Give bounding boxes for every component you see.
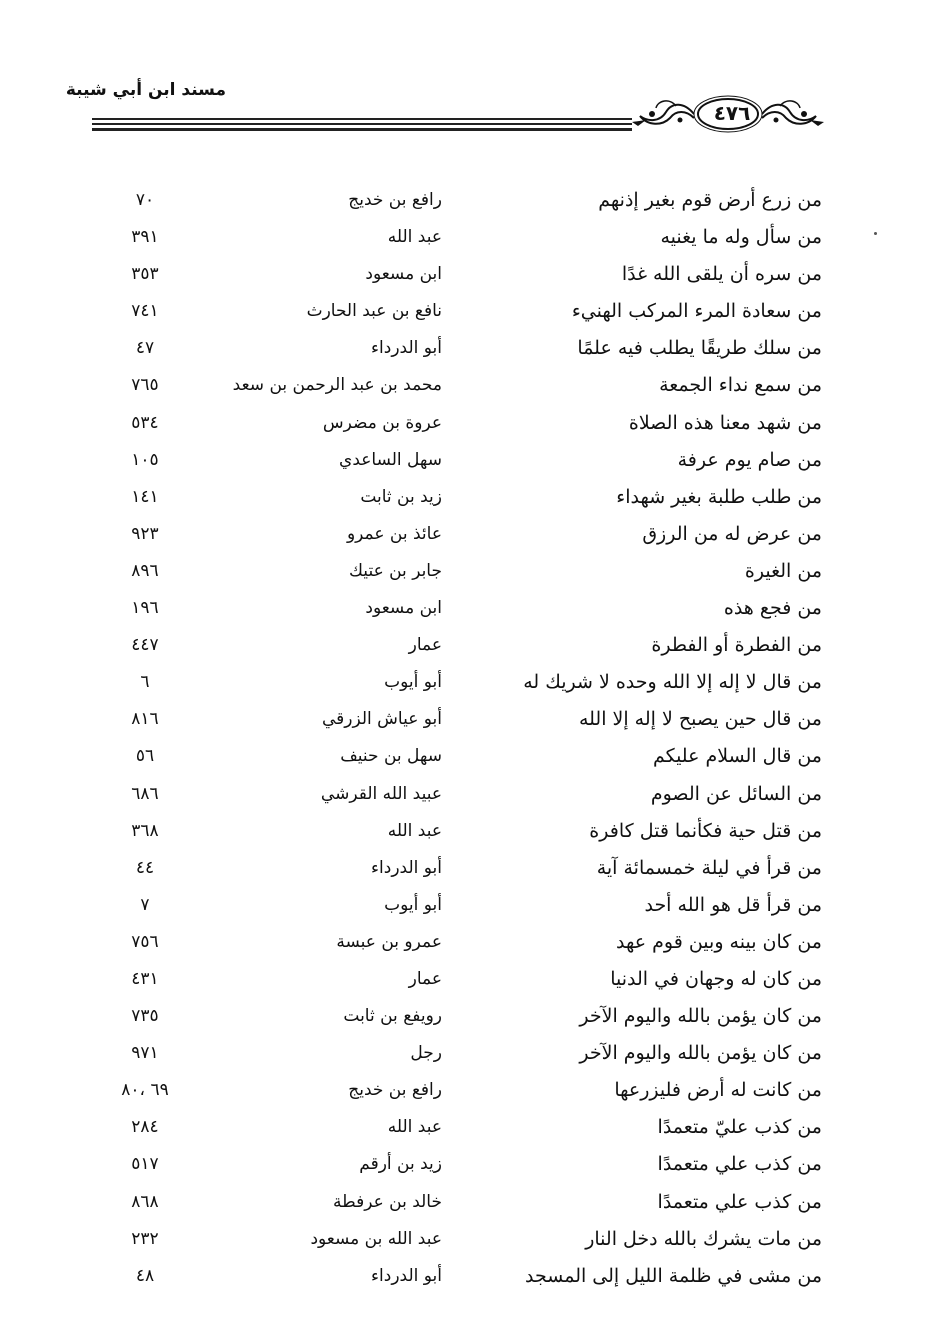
- table-row: [0, 590, 940, 627]
- page-reference: ١٠٥: [131, 449, 159, 470]
- page-reference: ٥٦: [135, 746, 155, 767]
- table-row: [0, 887, 940, 924]
- table-row: [0, 367, 940, 404]
- narrator-name: عمار: [408, 635, 442, 656]
- table-row: [0, 738, 940, 775]
- hadith-phrase: من زرع أرض قوم بغير إذنهم: [598, 189, 822, 211]
- narrator-name: رافع بن خديج: [348, 190, 442, 210]
- hadith-phrase: من كان يؤمن بالله واليوم الآخر: [579, 1005, 822, 1028]
- page-reference: ٣٥٣: [131, 264, 159, 285]
- table-row: [0, 182, 940, 219]
- book-title: مسند ابن أبي شيبة: [65, 80, 226, 100]
- page-reference: ٧٥٦: [131, 931, 159, 952]
- page-reference: ٣٦٨: [131, 820, 159, 841]
- table-row: [0, 701, 940, 738]
- hadith-phrase: من مشى في ظلمة الليل إلى المسجد: [525, 1264, 822, 1287]
- hadith-phrase: من سمع نداء الجمعة: [659, 374, 822, 397]
- hadith-phrase: من قرأ في ليلة خمسمائة آية: [596, 856, 822, 879]
- narrator-name: أبو أيوب: [384, 672, 442, 693]
- hadith-phrase: من كان له وجهان في الدنيا: [610, 967, 822, 990]
- table-row: [0, 627, 940, 664]
- page-reference: ٩٢٣: [131, 523, 159, 544]
- narrator-name: عمرو بن عبسة: [336, 931, 442, 952]
- hadith-phrase: من صام يوم عرفة: [677, 448, 822, 471]
- table-row: [0, 479, 940, 516]
- page-reference: ٧: [140, 894, 150, 915]
- hadith-phrase: من قتل حية فكأنما قتل كافرة: [589, 819, 822, 842]
- narrator-name: ابن مسعود: [365, 598, 442, 619]
- hadith-phrase: من كان يؤمن بالله واليوم الآخر: [579, 1042, 822, 1065]
- page-reference: ٦٩ ،٨٠: [121, 1080, 169, 1101]
- narrator-name: أبو أيوب: [384, 894, 442, 915]
- table-row: [0, 1258, 940, 1295]
- page-reference: ٢٣٢: [131, 1228, 159, 1249]
- hadith-phrase: من الفطرة أو الفطرة: [651, 634, 822, 657]
- narrator-name: أبو الدرداء: [371, 1265, 442, 1286]
- table-row: [0, 813, 940, 850]
- table-row: [0, 1035, 940, 1072]
- page-reference: ٨٩٦: [131, 560, 159, 581]
- page-reference: ٨١٦: [131, 709, 159, 730]
- hadith-phrase: من كذب علي متعمدًا: [657, 1190, 822, 1213]
- narrator-name: نافع بن عبد الحارث: [306, 301, 442, 322]
- hadith-phrase: من قال حين يصبح لا إله إلا الله: [578, 708, 822, 731]
- table-row: [0, 961, 940, 998]
- table-row: [0, 330, 940, 367]
- hadith-phrase: من سعادة المرء المركب الهنيء: [571, 300, 822, 323]
- index-table: [0, 182, 940, 1295]
- narrator-name: عائذ بن عمرو: [346, 523, 442, 544]
- narrator-name: عروة بن مضرس: [322, 412, 442, 433]
- page-reference: ١٤١: [131, 486, 159, 507]
- page-reference: ٩٧١: [131, 1043, 159, 1064]
- page-reference: ٢٨٤: [131, 1117, 159, 1138]
- table-row: [0, 924, 940, 961]
- table-row: [0, 219, 940, 256]
- hadith-phrase: من عرض له من الرزق: [642, 522, 822, 545]
- narrator-name: أبو عياش الزرقي: [321, 709, 442, 730]
- hadith-phrase: من قال لا إله إلا الله وحده لا شريك له: [523, 671, 822, 694]
- narrator-name: رافع بن خديج: [348, 1080, 442, 1101]
- hadith-phrase: من قال السلام عليكم: [652, 745, 822, 768]
- page-reference: ٧٤١: [131, 301, 159, 322]
- narrator-name: جابر بن عتيك: [348, 560, 442, 581]
- hadith-phrase: من شهد معنا هذه الصلاة: [628, 411, 822, 434]
- narrator-name: أبو الدرداء: [371, 338, 442, 359]
- table-row: [0, 405, 940, 442]
- page-reference: ٦٨٦: [131, 783, 159, 804]
- page-reference: ٧٦٥: [131, 375, 159, 396]
- narrator-name: رويفع بن ثابت: [343, 1006, 442, 1027]
- hadith-phrase: من الغيرة: [744, 559, 822, 582]
- header-rule: [92, 118, 632, 132]
- table-row: [0, 1221, 940, 1258]
- page-reference: ٧٠: [135, 190, 155, 210]
- page-reference: ٦: [140, 672, 150, 693]
- table-row: [0, 256, 940, 293]
- narrator-name: عبد الله بن مسعود: [310, 1228, 442, 1249]
- page-reference: ٤٧: [135, 338, 155, 359]
- narrator-name: عبد الله: [387, 1117, 442, 1138]
- narrator-name: ابن مسعود: [365, 264, 442, 285]
- hadith-phrase: من فجع هذه: [723, 597, 822, 620]
- hadith-phrase: من كانت له أرض فليزرعها: [614, 1079, 822, 1102]
- table-row: [0, 1146, 940, 1183]
- table-row: [0, 293, 940, 330]
- page-reference: ٥٣٤: [131, 412, 159, 433]
- narrator-name: عبد الله: [387, 820, 442, 841]
- table-row: [0, 850, 940, 887]
- page-reference: ٤٨: [135, 1265, 155, 1286]
- page-reference: ٤٤٧: [131, 635, 159, 656]
- hadith-phrase: من سلك طريقًا يطلب فيه علمًا: [577, 337, 822, 360]
- table-row: [0, 998, 940, 1035]
- narrator-name: رجل: [410, 1043, 442, 1064]
- page-reference: ٧٣٥: [131, 1006, 159, 1027]
- page-reference: ٤٤: [135, 857, 155, 878]
- table-row: [0, 1184, 940, 1221]
- hadith-phrase: من كذب علي متعمدًا: [657, 1153, 822, 1176]
- hadith-phrase: من سره أن يلقى الله غدًا: [621, 263, 822, 286]
- page-reference: ١٩٦: [131, 598, 159, 619]
- narrator-name: زيد بن أرقم: [359, 1154, 442, 1175]
- table-row: [0, 553, 940, 590]
- hadith-phrase: من مات يشرك بالله دخل النار: [585, 1227, 822, 1250]
- narrator-name: خالد بن عرفطة: [333, 1191, 442, 1212]
- hadith-phrase: من طلب طلبة بغير شهداء: [616, 485, 822, 508]
- hadith-phrase: من كذب عليّ متعمدًا: [657, 1116, 822, 1139]
- narrator-name: سهل بن حنيف: [340, 746, 442, 767]
- page-number: ٤٧٦: [713, 101, 751, 125]
- table-row: [0, 776, 940, 813]
- table-row: [0, 442, 940, 479]
- page-reference: ٤٣١: [131, 968, 159, 989]
- table-row: [0, 1072, 940, 1109]
- page-reference: ٥١٧: [131, 1154, 159, 1175]
- narrator-name: عمار: [408, 968, 442, 989]
- hadith-phrase: من السائل عن الصوم: [650, 782, 822, 805]
- narrator-name: عبيد الله القرشي: [320, 783, 442, 804]
- narrator-name: سهل الساعدي: [339, 449, 442, 470]
- narrator-name: أبو الدرداء: [371, 857, 442, 878]
- table-row: [0, 664, 940, 701]
- narrator-name: عبد الله: [387, 227, 442, 248]
- table-row: [0, 1109, 940, 1146]
- page-reference: ٨٦٨: [131, 1191, 159, 1212]
- hadith-phrase: من سأل وله ما يغنيه: [660, 226, 822, 249]
- narrator-name: محمد بن عبد الرحمن بن سعد: [232, 375, 442, 396]
- narrator-name: زيد بن ثابت: [360, 486, 442, 507]
- hadith-phrase: من قرأ قل هو الله أحد: [644, 893, 822, 916]
- hadith-phrase: من كان بينه وبين قوم عهد: [616, 930, 822, 953]
- table-row: [0, 516, 940, 553]
- page-reference: ٣٩١: [131, 227, 159, 248]
